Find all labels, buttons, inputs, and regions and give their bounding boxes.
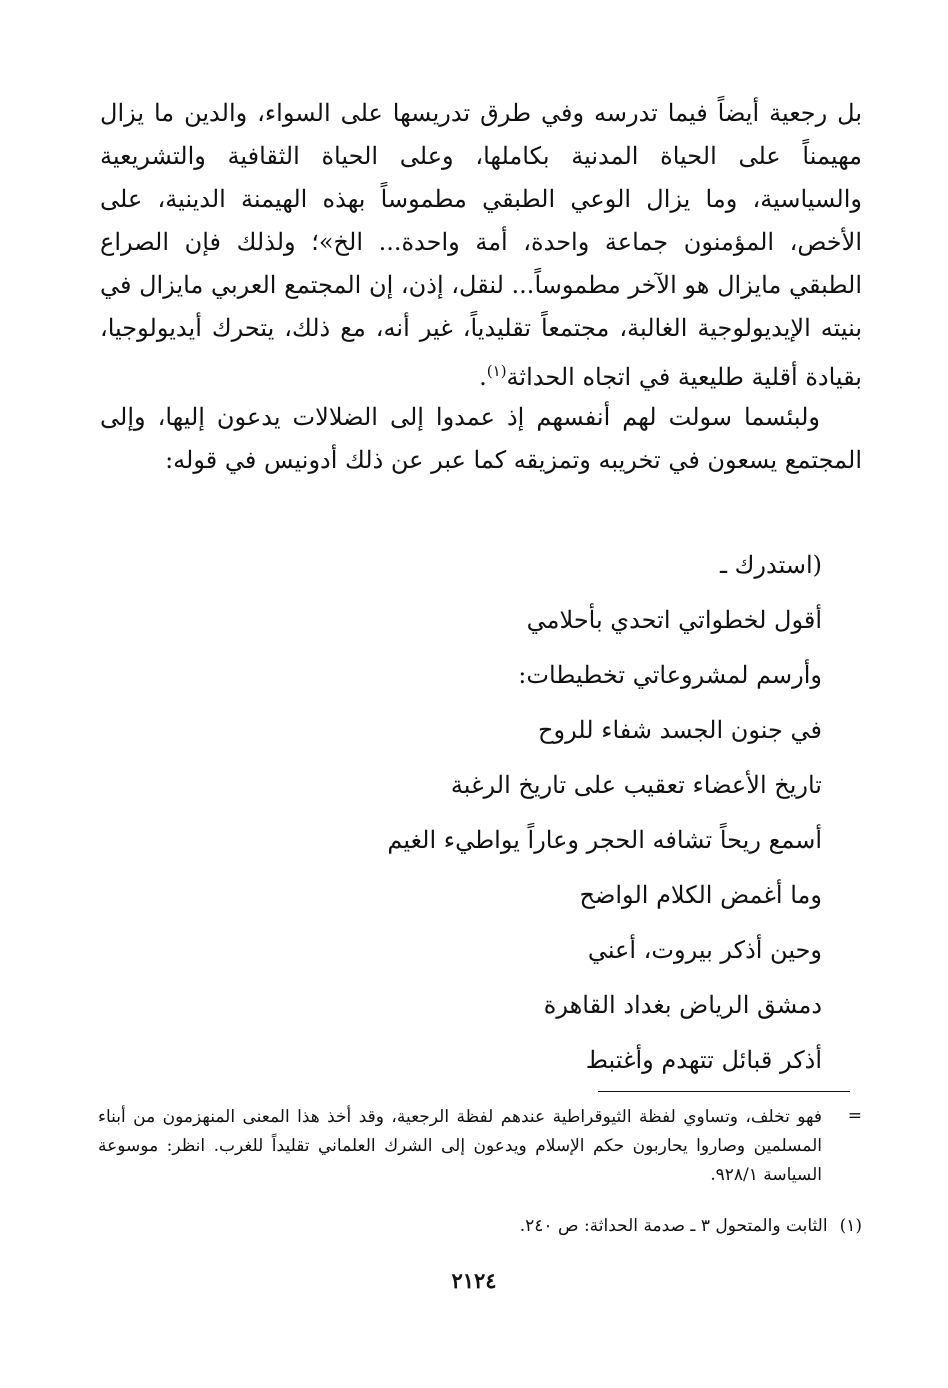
poem-line: (استدرك ـ bbox=[719, 551, 822, 579]
paragraph-end-punctuation: . bbox=[479, 363, 487, 391]
footnote-divider bbox=[598, 1091, 850, 1092]
poem-line: وما أغمض الكلام الواضح bbox=[579, 881, 822, 909]
poem-line: أذكر قبائل تتهدم وأغتبط bbox=[585, 1046, 822, 1074]
footnote-continuation-marker: = bbox=[847, 1106, 862, 1126]
footnote-1 bbox=[520, 1212, 862, 1241]
footnote-number: (١) bbox=[839, 1216, 862, 1236]
footnote-continuation: فهو تخلف، وتساوي لفظة الثيوقراطية عندهم لفظة الرجعية، وقد أخذ هذا المعنى المنهزمون من أبناء المسلمين وصاروا يحاربون حكم الإسلام ويدعون إلى الشرك العلماني تقليداً للغرب. انظر: موسوعة السياسة ٩٢٨/١. bbox=[98, 1107, 822, 1185]
footnote-reference[interactable]: (١) bbox=[486, 362, 507, 380]
poem-line: أسمع ريحاً تشافه الحجر وعاراً يواطيء الغيم bbox=[387, 826, 822, 854]
poem-line: أقول لخطواتي اتحدي بأحلامي bbox=[526, 606, 822, 634]
poem-block bbox=[122, 540, 822, 1090]
poem-line: دمشق الرياض بغداد القاهرة bbox=[543, 991, 822, 1019]
page-number: ٢١٢٤ bbox=[451, 1268, 497, 1293]
footnote-text: الثابت والمتحول ٣ ـ صدمة الحداثة: ص ٢٤٠. bbox=[519, 1216, 828, 1236]
body-paragraph: ولبئسما سولت لهم أنفسهم إذ عمدوا إلى الضلالات يدعون إليها، وإلى المجتمع يسعون في تخريبه وتمزيقه كما عبر عن ذلك أدونيس في قوله: bbox=[100, 403, 862, 474]
poem-line: وحين أذكر بيروت، أعني bbox=[587, 936, 822, 964]
poem-line: وأرسم لمشروعاتي تخطيطات: bbox=[518, 661, 822, 689]
body-paragraph bbox=[100, 92, 862, 399]
paragraph-text: بل رجعية أيضاً فيما تدرسه وفي طرق تدريسها على السواء، والدين ما يزال مهيمناً على الحياة المدنية بكاملها، وعلى الحياة الثقافية والتشريعية والسياسية، وما يزال الوعي الطبقي مطموساً بهذه الهيمنة الدينية، على الأخص، المؤمنون جماعة واحدة، أمة واحدة... الخ»؛ ولذلك فإن الصراع الطبقي مايزال هو الآخر مطموساً... لنقل، إذن، إن المجتمع العربي مايزال في بنيته الإيديولوجية الغالبة، مجتمعاً تقليدياً، غير أنه، مع ذلك، يتحرك أيديولوجيا، بقيادة أقلية طليعية في اتجاه الحداثة bbox=[100, 99, 862, 391]
poem-line: تاريخ الأعضاء تعقيب على تاريخ الرغبة bbox=[450, 771, 822, 799]
poem-line: في جنون الجسد شفاء للروح bbox=[537, 716, 822, 744]
